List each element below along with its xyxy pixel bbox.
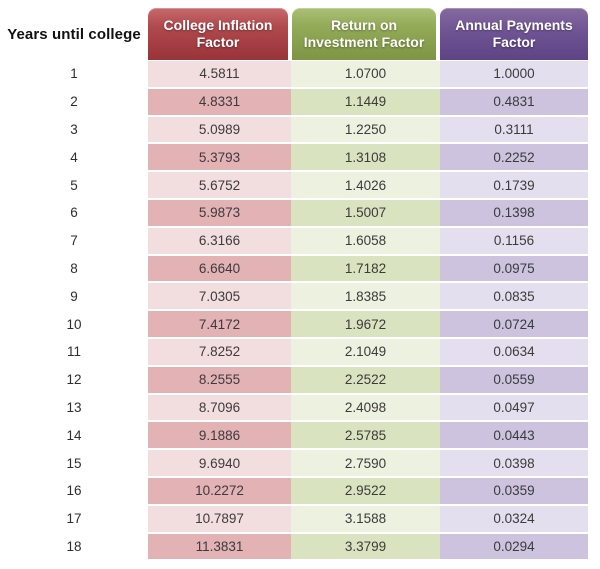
college-inflation-cell: 9.6940 xyxy=(148,450,291,476)
college-inflation-cell: 7.0305 xyxy=(148,283,291,309)
annual-payments-cell: 0.4831 xyxy=(440,89,588,115)
return-on-investment-cell: 1.8385 xyxy=(291,283,440,309)
return-on-investment-cell: 2.7590 xyxy=(291,450,440,476)
annual-payments-cell: 0.0497 xyxy=(440,395,588,421)
years-cell: 5 xyxy=(0,172,148,198)
annual-payments-cell: 0.0724 xyxy=(440,311,588,337)
college-inflation-cell: 6.6640 xyxy=(148,256,291,282)
college-inflation-cell: 5.6752 xyxy=(148,172,291,198)
college-inflation-cell: 5.0989 xyxy=(148,117,291,143)
return-on-investment-cell: 2.1049 xyxy=(291,339,440,365)
column-header-annual-payments-factor: Annual Payments Factor xyxy=(440,8,588,60)
annual-payments-cell: 0.0324 xyxy=(440,506,588,532)
table-body xyxy=(0,61,588,559)
years-cell: 6 xyxy=(0,200,148,226)
college-inflation-cell: 4.5811 xyxy=(148,61,291,87)
years-cell: 12 xyxy=(0,367,148,393)
college-inflation-cell: 10.7897 xyxy=(148,506,291,532)
years-cell: 16 xyxy=(0,478,148,504)
years-cell: 11 xyxy=(0,339,148,365)
annual-payments-cell: 0.1739 xyxy=(440,172,588,198)
annual-payments-cell: 0.0975 xyxy=(440,256,588,282)
college-inflation-cell: 8.7096 xyxy=(148,395,291,421)
return-on-investment-cell: 3.1588 xyxy=(291,506,440,532)
years-cell: 4 xyxy=(0,144,148,170)
return-on-investment-cell: 1.3108 xyxy=(291,144,440,170)
college-inflation-cell: 8.2555 xyxy=(148,367,291,393)
return-on-investment-cell: 2.2522 xyxy=(291,367,440,393)
college-inflation-cell: 7.4172 xyxy=(148,311,291,337)
return-on-investment-cell: 1.6058 xyxy=(291,228,440,254)
years-cell: 18 xyxy=(0,534,148,560)
years-cell: 9 xyxy=(0,283,148,309)
annual-payments-cell: 0.0294 xyxy=(440,534,588,560)
college-inflation-cell: 5.3793 xyxy=(148,144,291,170)
college-inflation-cell: 11.3831 xyxy=(148,534,291,560)
annual-payments-cell: 0.0398 xyxy=(440,450,588,476)
years-cell: 7 xyxy=(0,228,148,254)
college-inflation-cell: 5.9873 xyxy=(148,200,291,226)
years-cell: 3 xyxy=(0,117,148,143)
years-cell: 15 xyxy=(0,450,148,476)
years-cell: 14 xyxy=(0,422,148,448)
annual-payments-cell: 0.0359 xyxy=(440,478,588,504)
college-inflation-cell: 6.3166 xyxy=(148,228,291,254)
years-cell: 13 xyxy=(0,395,148,421)
annual-payments-cell: 0.0443 xyxy=(440,422,588,448)
college-inflation-cell: 9.1886 xyxy=(148,422,291,448)
return-on-investment-cell: 2.5785 xyxy=(291,422,440,448)
annual-payments-cell: 0.3111 xyxy=(440,117,588,143)
annual-payments-cell: 0.0634 xyxy=(440,339,588,365)
annual-payments-cell: 0.1398 xyxy=(440,200,588,226)
column-header-return-on-investment-factor: Return on Investment Factor xyxy=(292,8,436,60)
return-on-investment-cell: 1.2250 xyxy=(291,117,440,143)
college-inflation-cell: 10.2272 xyxy=(148,478,291,504)
annual-payments-cell: 0.0559 xyxy=(440,367,588,393)
years-cell: 2 xyxy=(0,89,148,115)
years-cell: 10 xyxy=(0,311,148,337)
return-on-investment-cell: 1.1449 xyxy=(291,89,440,115)
return-on-investment-cell: 1.9672 xyxy=(291,311,440,337)
annual-payments-cell: 0.2252 xyxy=(440,144,588,170)
college-inflation-cell: 7.8252 xyxy=(148,339,291,365)
annual-payments-cell: 0.1156 xyxy=(440,228,588,254)
return-on-investment-cell: 2.9522 xyxy=(291,478,440,504)
college-inflation-cell: 4.8331 xyxy=(148,89,291,115)
annual-payments-cell: 1.0000 xyxy=(440,61,588,87)
years-cell: 17 xyxy=(0,506,148,532)
return-on-investment-cell: 1.5007 xyxy=(291,200,440,226)
annual-payments-cell: 0.0835 xyxy=(440,283,588,309)
return-on-investment-cell: 2.4098 xyxy=(291,395,440,421)
return-on-investment-cell: 3.3799 xyxy=(291,534,440,560)
years-until-college-header: Years until college xyxy=(7,25,141,43)
return-on-investment-cell: 1.7182 xyxy=(291,256,440,282)
return-on-investment-cell: 1.4026 xyxy=(291,172,440,198)
years-cell: 8 xyxy=(0,256,148,282)
years-cell: 1 xyxy=(0,61,148,87)
column-header-college-inflation-factor: College Inflation Factor xyxy=(148,8,288,60)
return-on-investment-cell: 1.0700 xyxy=(291,61,440,87)
